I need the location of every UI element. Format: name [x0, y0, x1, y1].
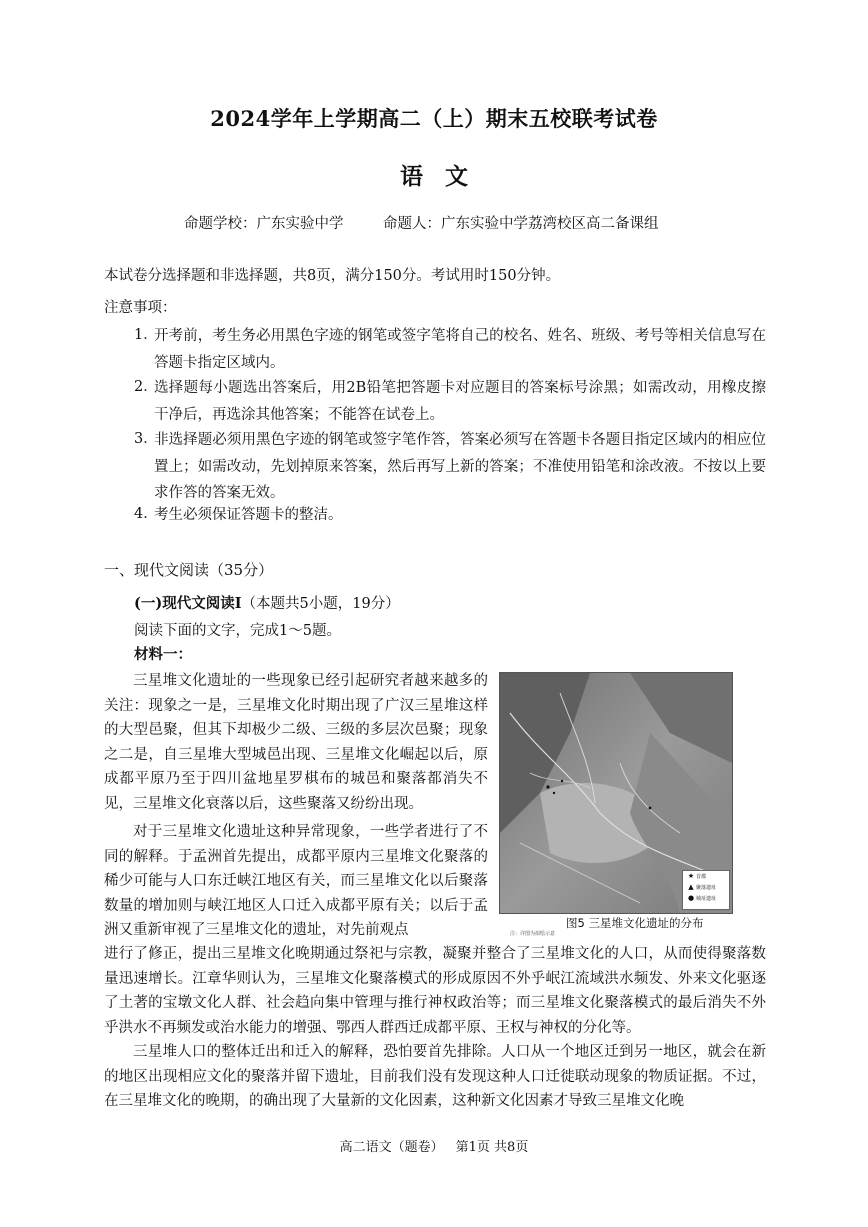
- note-text: 非选择题必须用黑色字迹的钢笔或签字笔作答，答案必须写在答题卡各题目指定区域内的相应位置上；如需改动，先划掉原来答案，然后再写上新的答案；不准使用铅笔和涂改液。不按以上要求作答的答案无效。: [154, 432, 766, 501]
- footer-page-number: 第1页 共8页: [455, 1140, 529, 1155]
- star-icon: ★: [687, 872, 695, 880]
- note-text: 考生必须保证答题卡的整洁。: [154, 507, 343, 523]
- note-text: 选择题每小题选出答案后，用2B铅笔把答题卡对应题目的答案标号涂黑；如需改动，用橡皮擦干净后，再选涂其他答案；不能答在试卷上。: [154, 380, 766, 423]
- paragraph: 三星堆人口的整体迁出和迁入的解释，恐怕要首先排除。人口从一个地区迁到另一地区，就会在新的地区出现相应文化的聚落并留下遗址，目前我们没有发现这种人口迁徙联动现象的物质证据。不过，在三星堆文化的晚期，的确出现了大量新的文化因素，这种新文化因素才导致三星堆文化晚: [104, 1044, 766, 1109]
- triangle-icon: ▲: [688, 883, 694, 891]
- legend-item: ● 城址遗址: [687, 894, 717, 902]
- paragraph: 对于三星堆文化遗址这种异常现象，一些学者进行了不同的解释。于孟洲首先提出，成都平原内三星堆文化聚落的稀少可能与人口东迁峡江地区有关，而三星堆文化以后聚落数量的增加则与峡江地区人口迁入成都平原有关；以后于孟洲又重新审视了三星堆文化的遗址，对先前观点: [104, 824, 488, 938]
- material-label: 材料一：: [134, 646, 192, 663]
- legend-item: ▲ 聚落遗址: [683, 882, 729, 893]
- note-number: 1．: [134, 327, 158, 343]
- notes-heading: 注意事项：: [104, 300, 177, 316]
- exam-intro: 本试卷分选择题和非选择题，共8页，满分150分。考试用时150分钟。: [104, 268, 561, 284]
- circle-icon: ●: [687, 894, 695, 902]
- page-footer: [0, 1136, 868, 1155]
- exam-title: 2024学年上学期高二（上）期末五校联考试卷: [210, 106, 658, 131]
- setter-school: 命题学校：广东实验中学: [184, 216, 344, 232]
- note-number: 3．: [134, 431, 158, 447]
- reading-instruction: 阅读下面的文字，完成1～5题。: [134, 623, 341, 639]
- note-number: 2．: [134, 379, 158, 395]
- note-text: 开考前，考生务必用黑色字迹的钢笔或签字笔将自己的校名、姓名、班级、考号等相关信息写在答题卡指定区域内。: [154, 328, 766, 371]
- figure-note: 注：详图为拟绘示意: [510, 931, 556, 937]
- subsection-points: （本题共5小题，19分）: [241, 596, 400, 612]
- legend-item: ★ 首都: [687, 872, 707, 880]
- map-legend: [682, 870, 730, 910]
- subsection-label: (一)现代文阅读Ⅰ: [134, 595, 242, 612]
- figure-caption: 图5 三星堆文化遗址的分布: [566, 916, 704, 930]
- subject-title: 语文: [400, 163, 490, 190]
- section-heading: 一、现代文阅读（35分）: [104, 561, 274, 579]
- note-number: 4．: [134, 506, 158, 522]
- paragraph: 三星堆文化遗址的一些现象已经引起研究者越来越多的关注：现象之一是，三星堆文化时期出现了广汉三星堆这样的大型邑聚，但其下却极少二级、三级的多层次邑聚；现象之二是，自三星堆大型城邑出现、三星堆文化崛起以后，原成都平原乃至于四川盆地星罗棋布的城邑和聚落都消失不见，三星堆文化衰落以后，这些聚落又纷纷出现。: [104, 673, 488, 812]
- setter-author: 命题人：广东实验中学荔湾校区高二备课组: [383, 216, 659, 232]
- paragraph-continued: 进行了修正，提出三星堆文化晚期通过祭祀与宗教，凝聚并整合了三星堆文化的人口，从而使得聚落数量迅速增长。江章华则认为，三星堆文化聚落模式的形成原因不外乎岷江流域洪水频发、外来文化驱逐了土著的宝墩文化人群、社会趋向集中管理与推行神权政治等；而三星堆文化聚落模式的最后消失不外乎洪水不再频发或治水能力的增强、鄂西人群西迁成都平原、王权与神权的分化等。: [104, 946, 766, 1036]
- footer-subject: 高二语文（题卷）: [339, 1140, 444, 1155]
- subsection-heading: [134, 594, 400, 614]
